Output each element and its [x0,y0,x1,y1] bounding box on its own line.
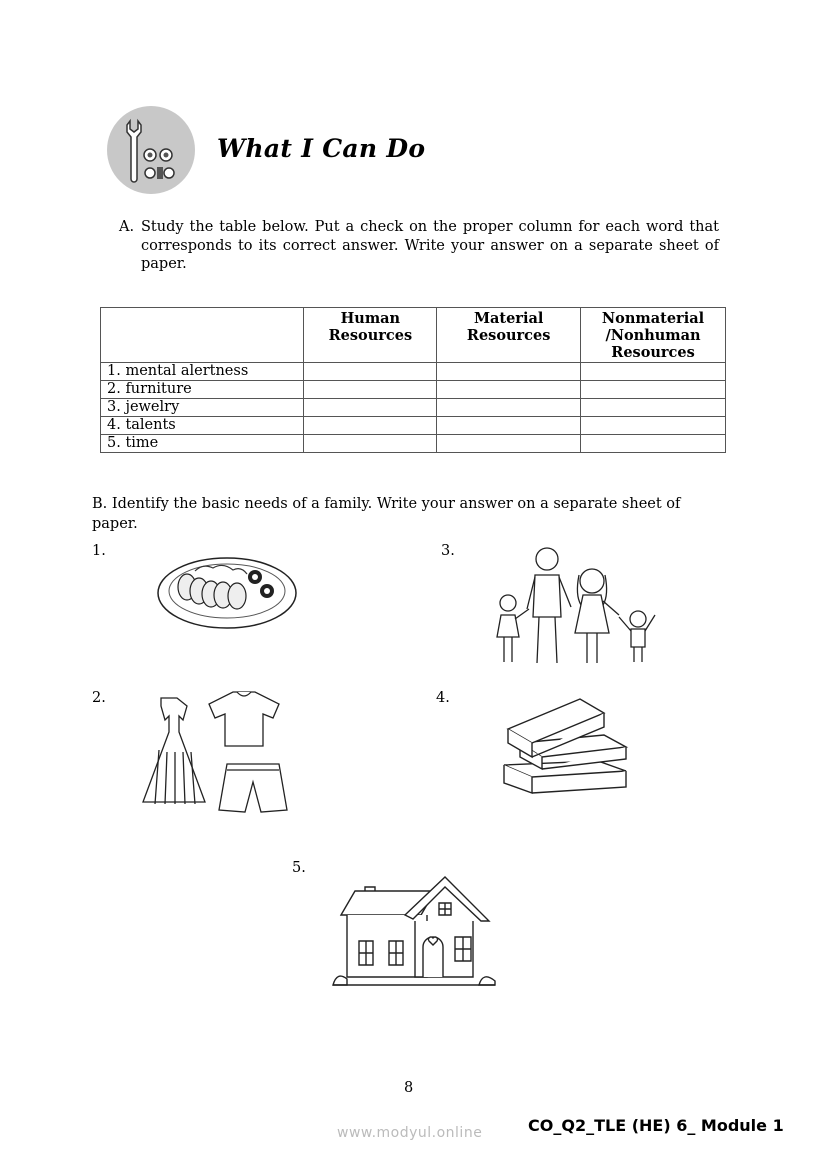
answer-cell[interactable] [581,363,726,381]
section-b-text: Identify the basic needs of a family. Write your answer on a separate sheet of paper. [92,496,681,532]
answer-cell[interactable] [437,363,581,381]
section-b-label: B. [92,496,108,512]
row-item: 5. time [101,435,304,453]
section-a-instruction [119,218,719,274]
answer-cell[interactable] [581,399,726,417]
row-item: 3. jewelry [101,399,304,417]
item-number-1: 1. [92,543,106,559]
item-number-2: 2. [92,690,106,706]
answer-cell[interactable] [304,417,437,435]
clothing-icon [145,690,295,815]
food-plate-icon [157,555,297,630]
item-number-4: 4. [436,690,450,706]
answer-cell[interactable] [304,435,437,453]
header-nonmaterial: Nonmaterial /Nonhuman Resources [581,308,726,363]
family-icon [493,545,658,667]
answer-cell[interactable] [304,381,437,399]
answer-cell[interactable] [581,417,726,435]
section-b-instruction [92,494,702,534]
item-number-5: 5. [292,860,306,876]
table-row [101,399,726,417]
answer-cell[interactable] [304,363,437,381]
answer-cell[interactable] [304,399,437,417]
house-icon [333,875,498,990]
answer-cell[interactable] [581,381,726,399]
tools-icon [106,105,196,195]
row-item: 4. talents [101,417,304,435]
answer-cell[interactable] [581,435,726,453]
section-a-label: A. [119,219,135,235]
section-a-text: Study the table below. Put a check on the proper column for each word that corresponds to its correct answer. Write your answer on a separate sheet of paper. [141,219,719,272]
page-title: What I Can Do [217,134,426,163]
books-icon [498,695,638,800]
table-row [101,363,726,381]
header-blank [101,308,304,363]
item-number-3: 3. [441,543,455,559]
table-row [101,381,726,399]
answer-cell[interactable] [437,435,581,453]
row-item: 1. mental alertness [101,363,304,381]
header-material: Material Resources [437,308,581,363]
answer-cell[interactable] [437,417,581,435]
watermark: www.modyul.online [337,1125,483,1141]
page-number: 8 [404,1080,414,1096]
resources-table [100,307,726,453]
module-code: CO_Q2_TLE (HE) 6_ Module 1 [528,1116,784,1135]
answer-cell[interactable] [437,399,581,417]
table-header-row [101,308,726,363]
row-item: 2. furniture [101,381,304,399]
table-row [101,417,726,435]
header-human: Human Resources [304,308,437,363]
table-row [101,435,726,453]
answer-cell[interactable] [437,381,581,399]
